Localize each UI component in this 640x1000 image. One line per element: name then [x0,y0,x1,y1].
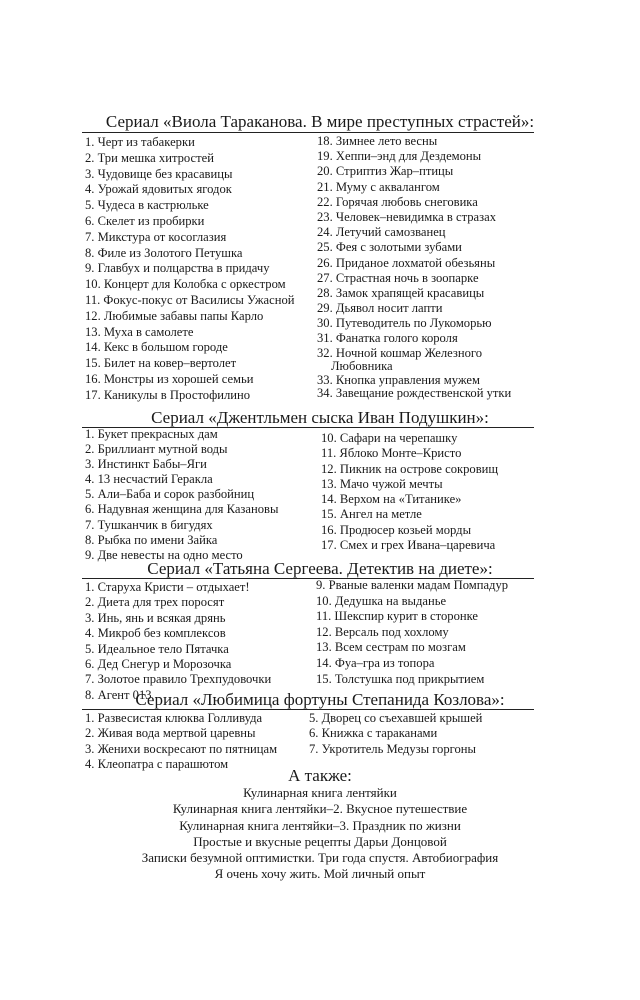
series-viola-left-list [85,135,310,404]
list-item: 32. Ночной кошмар Железного Любовника [317,345,483,373]
list-item: 23. Человек–невидимка в стразах [317,209,497,224]
list-item: 11. Яблоко Монте–Кристо [321,446,462,461]
list-item: 3. Чудовище без красавицы [85,166,233,181]
list-item: 5. Али–Баба и сорок разбойниц [85,487,255,502]
list-item: 33. Кнопка управления мужем [317,372,480,387]
list-item: 20. Стриптиз Жар–птицы [317,164,454,179]
list-item: 31. Фанатка голого короля [317,331,458,346]
list-item: 5. Чудеса в кастрюльке [85,198,209,213]
series-kozlova-right-list [309,711,537,757]
list-item: 1. Черт из табакерки [85,135,195,149]
list-item: 17. Каникулы в Простофилино [85,387,251,402]
list-item: 13. Мачо чужой мечты [321,476,443,491]
list-item: 14. Фуа–гра из топора [316,655,435,670]
list-item: 16. Монстры из хорошей семьи [85,371,254,386]
list-item: 1. Развесистая клюква Голливуда [85,711,263,725]
list-item: 14. Верхом на «Титанике» [321,492,462,507]
list-item: 11. Шекспир курит в сторонке [316,609,479,624]
list-item: Я очень хочу жить. Мой личный опыт [214,866,426,882]
list-item: 5. Идеальное тело Пятачка [85,641,229,656]
list-item: 27. Страстная ночь в зоопарке [317,270,479,285]
list-item: 12. Версаль под хохлому [316,624,449,639]
divider-rule [82,132,534,133]
list-item: 10. Концерт для Колобка с оркестром [85,277,286,292]
list-item: 2. Живая вода мертвой царевны [85,726,256,741]
list-item: 17. Смех и грех Ивана–царевича [321,538,496,553]
series-sergeeva-right-list [316,578,538,687]
list-item: 4. 13 несчастий Геракла [85,472,213,487]
list-item: 6. Скелет из пробирки [85,213,205,228]
list-item: 6. Книжка с тараканами [309,726,438,741]
list-item: 30. Путеводитель по Лукоморью [317,316,492,331]
series-title-viola: Сериал «Виола Тараканова. В мире преступных страстей»: [105,112,535,131]
list-item: 22. Горячая любовь снеговика [317,194,478,209]
list-item: 18. Зимнее лето весны [317,134,438,148]
list-item: 29. Дьявол носит лапти [317,301,443,316]
list-item: 7. Тушканчик в бигудях [85,517,213,532]
list-item: 10. Дедушка на выданье [316,593,447,608]
list-item: 9. Рваные валенки мадам Помпадур [316,578,509,592]
series-sergeeva-left-list [85,580,310,703]
list-item: 8. Агент 013 [85,687,152,702]
list-item: 7. Микстура от косоглазия [85,229,227,244]
list-item: 3. Женихи воскресают по пятницам [85,741,278,756]
list-item: 13. Муха в самолете [85,324,194,339]
list-item: 4. Микроб без комплексов [85,626,226,641]
list-item: 24. Летучий самозванец [317,225,446,240]
list-item: 3. Инь, янь и всякая дрянь [85,610,226,625]
list-item: 8. Филе из Золотого Петушка [85,245,243,260]
list-item: Записки безумной оптимистки. Три года спустя. Автобиография [141,850,499,866]
list-item: 1. Букет прекрасных дам [85,427,218,441]
list-item: 2. Диета для трех поросят [85,595,225,610]
list-item: 26. Приданое лохматой обезьяны [317,255,496,270]
list-item: 11. Фокус-покус от Василисы Ужасной [85,292,295,307]
list-item: 19. Хеппи–энд для Дездемоны [317,149,482,164]
series-kozlova-left-list [85,711,310,772]
series-title-podushkin: Сериал «Джентльмен сыска Иван Подушкин»: [151,408,489,427]
list-item: 21. Муму с аквалангом [317,179,440,194]
list-item: 2. Три мешка хитростей [85,150,214,165]
list-item: 3. Инстинкт Бабы–Яги [85,457,207,472]
list-item: 1. Старуха Кристи – отдыхает! [85,580,250,594]
list-item: 14. Кекс в большом городе [85,340,228,355]
list-item: 12. Пикник на острове сокровищ [321,461,499,476]
list-item: Кулинарная книга лентяйки–3. Праздник по жизни [179,817,461,833]
also-list [0,785,640,883]
list-item: 6. Дед Снегур и Морозочка [85,656,232,671]
list-item: 12. Любимые забавы папы Карло [85,308,264,323]
series-title-sergeeva: Сериал «Татьяна Сергеева. Детектив на диете»: [147,559,493,578]
list-item: 7. Укротитель Медузы горгоны [309,741,477,756]
list-item: 15. Ангел на метле [321,507,422,522]
list-item: 16. Продюсер козьей морды [321,522,472,537]
list-item: 6. Надувная женщина для Казановы [85,502,279,517]
series-podushkin-left-list [85,427,310,563]
list-item: 2. Бриллиант мутной воды [85,442,228,457]
list-item: 15. Билет на ковер–вертолет [85,356,237,371]
list-item: 4. Клеопатра с парашютом [85,756,229,771]
list-item: Кулинарная книга лентяйки–2. Вкусное путешествие [172,801,468,817]
list-item: 15. Толстушка под прикрытием [316,671,485,686]
series-viola-right-list [317,134,537,399]
list-item: 13. Всем сестрам по мозгам [316,640,466,655]
list-item: 25. Фея с золотыми зубами [317,240,462,255]
list-item: 28. Замок храпящей красавицы [317,285,485,300]
list-item: 10. Сафари на черепашку [321,431,458,445]
list-item: 8. Рыбка по имени Зайка [85,532,218,547]
list-item: Кулинарная книга лентяйки [243,785,397,800]
list-item: Простые и вкусные рецепты Дарьи Донцовой [193,833,447,849]
divider-rule [82,709,534,710]
series-podushkin-right-list [321,431,536,553]
series-title-kozlova: Сериал «Любимица фортуны Степанида Козлова»: [135,690,505,709]
also-heading: А также: [288,766,352,785]
list-item: 4. Урожай ядовитых ягодок [85,182,232,197]
list-item: 7. Золотое правило Трехпудовочки [85,672,272,687]
list-item: 34. Завещание рождественской утки [317,385,512,400]
list-item: 9. Две невесты на одно место [85,547,243,562]
list-item: 5. Дворец со съехавшей крышей [309,711,483,725]
list-item: 9. Главбух и полцарства в придачу [85,261,270,276]
